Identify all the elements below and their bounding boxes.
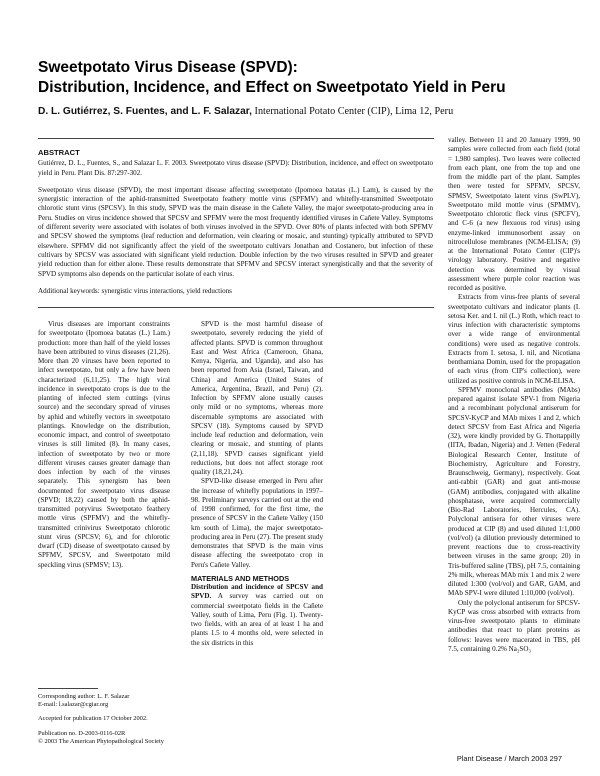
copyright: © 2003 The American Phytopathological Society [38, 737, 164, 745]
citation: Gutiérrez, D. L., Fuentes, S., and Salazar L. F. 2003. Sweetpotato virus disease (SPVD): Distribution, incidence, and effect on sweetpotato yield in Peru. Plant Dis. 87:297-302. [38, 159, 433, 177]
author-line [38, 106, 453, 117]
column-3 [448, 136, 580, 654]
abstract-top-rule [38, 138, 434, 139]
abstract-bottom-rule [38, 307, 434, 308]
footnotes [38, 693, 170, 746]
authors: D. L. Gutiérrez, S. Fuentes, and L. F. Salazar, [38, 106, 252, 117]
accepted-date: Accepted for publication 17 October 2002. [38, 715, 148, 723]
abstract-text: Sweetpotato virus disease (SPVD), the most important disease affecting sweetpotato (Ipomoea batatas (L.) Lam), is caused by the synergistic interaction of the aphid-transmitted Sweetpotato feathery mottle virus (SPFMV) and whitefly-transmitted Sweetpotato chlorotic stunt virus (SPCSV). In this study, SPVD was the main disease in the Cañete Valley, the major sweetpotato-producing area in Peru. Studies on virus incidence showed that SPCSV and SPFMV were the most frequently identified viruses in Cañete Valley. Symptoms of different severity were associated with isolates of both viruses involved in the SPVD. Over 80% of plants infected with both SPFMV and SPCSV showed the symptoms (leaf reduction and deformation, vein clearing or mosaic, and stunting) typically attributed to SPVD elsewhere. SPFMV did not significantly affect the yield of the sweetpotato cultivars Jonathan and Costanero, but infection of these cultivars by SPCSV was associated with significant yield reduction. Double infection by the two viruses resulted in SPVD and greater yield reduction than for either alone. These results demonstrate that SPFMV and SPCSV interact synergistically and that the severity of SPVD symptoms also depends on the particular isolate of each virus. [38, 185, 433, 278]
methods-paragraph-2: Extracts from virus-free plants of several sweetpotato cultivars and indicator plants (I. setosa Ker. and I. nil (L.) Roth, which react to virus infection with characteristic symptoms over a wide range of environmental conditions) were used as negative controls. Extracts from I. setosa, I. nil, and Nicotiana benthamiana Domin, used for the propagation of each virus (from CIP's collection), were utilized as positive controls in NCM-ELISA. [448, 293, 580, 385]
methods-heading: MATERIALS AND METHODS [191, 573, 290, 583]
corresponding-author: Corresponding author: L. F. Salazar [38, 693, 130, 700]
publication-number: Publication no. D-2003-0116-02R [38, 729, 126, 737]
column-2 [191, 320, 323, 648]
methods-subheading: Distribution and incidence of SPCSV and SPVD. [191, 583, 323, 601]
page-footer: Plant Disease / March 2003 297 [456, 754, 562, 763]
methods-paragraph-3: SPFMV monoclonal antibodies (MAbs) prepared against isolate SPV-1 from Nigeria and a recombinant polyclonal antiserum for SPCSV-KyCP and MAb mixes 1 and 2, which detect SPCSV from East Africa and Nigeria (32), were kindly provided by G. Thottappilly (IITA, Ibadan, Nigeria) and J. Vetten (Federal Biological Research Center, Institute of Biochemistry, Agriculture and Forestry, Braunschweig, Germany), respectively. Goat anti-rabbit (GAR) and goat anti-mouse (GAM) antibodies, conjugated with alkaline phosphatase, were acquired commercially (Bio-Rad Laboratories, Hercules, CA). Polyclonal antisera for other viruses were produced at CIP (8) and used diluted 1:1,000 (vol/vol) (a dilution previously determined to prevent reactions due to cross-reactivity between viruses in the same group; 20) in Tris-buffered saline (TBS), pH 7.5, containing 2% milk, whereas MAb mix 1 and mix 2 were diluted 1:300 (vol/vol) and GAR, GAM, and MAb SPV-I were diluted 1:10,000 (vol/vol). [448, 385, 580, 598]
abstract-block [38, 148, 433, 296]
abstract-heading: ABSTRACT [38, 148, 80, 157]
footnote-rule [38, 688, 98, 689]
title-line-1: Sweetpotato Virus Disease (SPVD): [38, 59, 298, 76]
email: E-mail: l.salazar@cgiar.org [38, 701, 109, 709]
intro-paragraph-1: Virus diseases are important constraints for sweetpotato (Ipomoea batatas (L.) Lam.) production: more than half of the yield losses have been attributed to virus diseases (21,26). More than 20 viruses have been reported to infect sweetpotato, but only a few have been characterized (6,11,25). The high viral incidence in sweetpotato crops is due to the planting of infected stem cuttings (virus source) and the secondary spread of viruses by aphid and whitefly vectors in sweetpotato plantings. Knowledge on the distribution, economic impact, and control of sweetpotato viruses is still limited (8). In many cases, infection of sweetpotato by two or more different viruses causes greater damage than does infection by each of the viruses separately. This synergism has been documented for sweetpotato virus disease (SPVD; 18,22) caused by both the aphid-transmitted potyvirus Sweetpotato feathery mottle virus (SPFMV) and the whitefly-transmitted crinivirus Sweetpotato chlorotic stunt virus (SPCSV; 6), and for chlorotic dwarf (CD) disease of sweetpotato caused by SPFMV, SPCSV, and Sweetpotato mild speckling virus (SPMSV; 13). [38, 320, 170, 569]
methods-paragraph-1: A survey was carried out on commercial sweetpotato fields in the Cañete Valley, south of Lima, Peru (Fig. 1). Twenty-two fields, with an area of at least 1 ha and plants 1.5 to 4 months old, were selected in the six districts in this [191, 592, 324, 647]
article-title [38, 58, 506, 98]
column-1 [38, 320, 170, 570]
keywords: Additional keywords: synergistic virus interactions, yield reductions [38, 286, 232, 295]
methods-paragraph-4: Only the polyclonal antiserum for SPCSV-KyCP was cross absorbed with extracts from virus-free sweetpotato plants to eliminate antibodies that react to plant proteins as follows: leaves were macerated in TBS, pH 7.5, containing 0.2% Na₂SO₃ [448, 598, 580, 653]
intro-paragraph-3: SPVD-like disease emerged in Peru after the increase of whitefly populations in 1997–98. Preliminary surveys carried out at the end of 1998 confirmed, for the first time, the presence of SPCSV in the Cañete Valley (150 km south of Lima), the major sweetpotato-producing area in Peru (27). The present study demonstrates that SPVD is the main virus disease affecting the sweetpotato crop in Peru's Cañete Valley. [191, 477, 323, 569]
intro-paragraph-2: SPVD is the most harmful disease of sweetpotato, severely reducing the yield of affected plants. SPVD is common throughout East and West Africa (Cameroon, Ghana, Kenya, Nigeria, and Uganda), and also has been reported from Asia (Israel, Taiwan, and China) and America (United States of America, Argentina, Brazil, and Peru) (2). Infection by SPFMV alone usually causes only mild or no symptoms, whereas more discernable symptoms are associated with SPCSV (18). Symptoms caused by SPVD include leaf reduction and deformation, vein clearing or mosaic, and stunting of plants (2,11,18). SPVD causes significant yield reductions, but does not affect storage root quality (18,21,24). [191, 320, 323, 476]
affiliation: International Potato Center (CIP), Lima 12, Peru [254, 106, 454, 117]
methods-paragraph-1-cont: valley. Between 11 and 20 January 1999, 90 samples were collected from each field (total = 1,980 samples). Two leaves were collected from each plant, one from the top and one from the middle part of the plant. Samples then were tested for SPFMV, SPCSV, SPMSV, Sweetpotato latent virus (SwPLV), Sweetpotato mild mottle virus (SPMMV), Sweetpotato chlorotic fleck virus (SPCFV), and C-6 (a new flexuous rod virus) using enzyme-linked immunosorbent assay on nitrocellulose membranes (NCM-ELISA; (9) at the International Potato Center (CIP)'s virology laboratory. Positive and negative detection was determined by visual assessment where purple color reaction was recorded as positive. [448, 136, 580, 292]
title-line-2: Distribution, Incidence, and Effect on Sweetpotato Yield in Peru [38, 79, 506, 96]
